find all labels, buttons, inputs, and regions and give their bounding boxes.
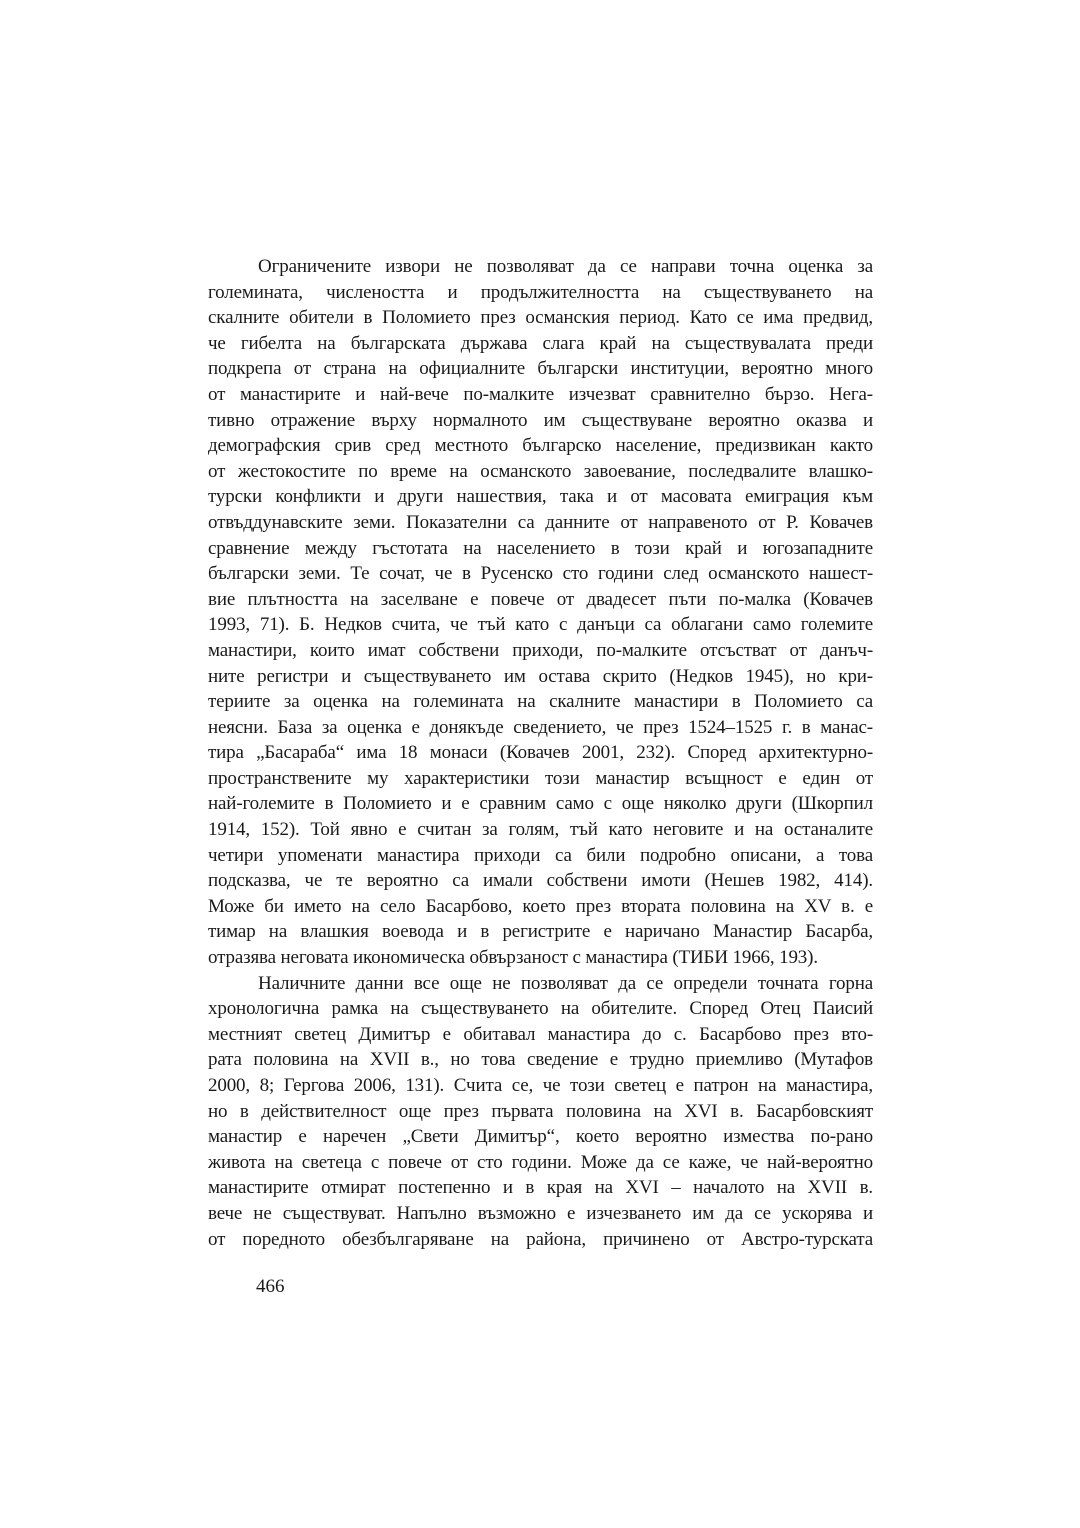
text-line: от поредното обезбългаряване на района, причинено от Австро-турската: [208, 1228, 873, 1250]
text-line: скалните обители в Поломието през османския период. Като се има предвид,: [208, 307, 873, 329]
text-line: вече не съществуват. Напълно възможно е изчезването им да се ускорява и: [208, 1202, 873, 1224]
text-line: Ограничените извори не позволяват да се направи точна оценка за: [258, 256, 873, 277]
body-text: [208, 254, 873, 1252]
text-line: 1914, 152). Той явно е считан за голям, тъй като неговите и на останалите: [208, 819, 873, 841]
page-number: 466: [256, 1276, 285, 1297]
text-line: сравнение между гъстотата на населението в този край и югозападните: [208, 537, 873, 559]
text-line: български земи. Те сочат, че в Русенско сто години след османското нашест-: [208, 563, 873, 585]
text-line: 1993, 71). Б. Недков счита, че тъй като с данъци са облагани само големите: [208, 614, 873, 636]
text-line: четири упоменати манастира приходи са били подробно описани, а това: [208, 844, 873, 866]
text-line: 2000, 8; Гергова 2006, 131). Счита се, че този светец е патрон на манастира,: [208, 1075, 873, 1096]
text-line: от манастирите и най-вече по-малките изчезват сравнително бързо. Нега-: [208, 383, 873, 405]
text-line: манастирите отмират постепенно и в края на XVI – началото на XVII в.: [208, 1177, 873, 1199]
text-line: неясни. База за оценка е донякъде сведението, че през 1524–1525 г. в манас-: [208, 716, 873, 738]
text-line: тивно отражение върху нормалното им съществуване вероятно оказва и: [208, 409, 873, 431]
text-line: подсказва, че те вероятно са имали собствени имоти (Нешев 1982, 414).: [208, 870, 873, 892]
text-line: Наличните данни все още не позволяват да се определи точната горна: [258, 972, 873, 994]
text-line: от жестокостите по време на османското завоевание, последвалите влашко-: [208, 460, 873, 482]
text-line: най-големите в Поломието и е сравним само с още няколко други (Шкорпил: [208, 793, 873, 815]
text-line: турски конфликти и други нашествия, така и от масовата емиграция към: [208, 486, 873, 508]
text-line: пространствените му характеристики този манастир всъщност е един от: [208, 767, 873, 789]
text-line: демографския срив сред местното българско население, предизвикан както: [208, 435, 873, 457]
text-line: отвъддунавските земи. Показателни са данните от направеното от Р. Ковачев: [208, 511, 873, 533]
text-line: хронологична рамка на съществуването на обителите. Според Отец Паисий: [208, 998, 873, 1020]
text-line: рата половина на XVII в., но това сведение е трудно приемливо (Мутафов: [208, 1049, 873, 1071]
text-line: манастири, които имат собствени приходи, по-малките отсъстват от данъч-: [208, 639, 873, 661]
text-line: манастир е наречен „Свети Димитър“, което вероятно измества по-рано: [208, 1126, 873, 1148]
text-line: че гибелта на българската държава слага край на съществувалата преди: [208, 332, 873, 354]
text-line: но в действителност още през първата половина на XVI в. Басарбовският: [208, 1100, 873, 1122]
text-line: тимар на влашкия воевода и в регистрите е наричано Манастир Басарба,: [208, 921, 873, 943]
text-line: подкрепа от страна на официалните български институции, вероятно много: [208, 358, 873, 380]
text-line: ните регистри и съществуването им остава скрито (Недков 1945), но кри-: [208, 665, 873, 687]
text-line: териите за оценка на големината на скалните манастири в Поломието са: [208, 691, 873, 713]
text-line: големината, числеността и продължителността на съществуването на: [208, 281, 873, 303]
text-line: местният светец Димитър е обитавал манастира до с. Басарбово през вто-: [208, 1023, 873, 1045]
text-line: отразява неговата икономическа обвързаност с манастира (ТИБИ 1966, 193).: [208, 947, 818, 969]
text-line: Може би името на село Басарбово, което през втората половина на XV в. е: [208, 895, 873, 917]
paragraph-1: [208, 254, 873, 971]
paragraph-2: [208, 971, 873, 1253]
text-line: вие плътността на заселване е повече от двадесет пъти по-малка (Ковачев: [208, 588, 873, 610]
text-line: живота на светеца с повече от сто години. Може да се каже, че най-вероятно: [208, 1151, 873, 1173]
text-line: тира „Басараба“ има 18 монаси (Ковачев 2001, 232). Според архитектурно-: [208, 742, 873, 764]
